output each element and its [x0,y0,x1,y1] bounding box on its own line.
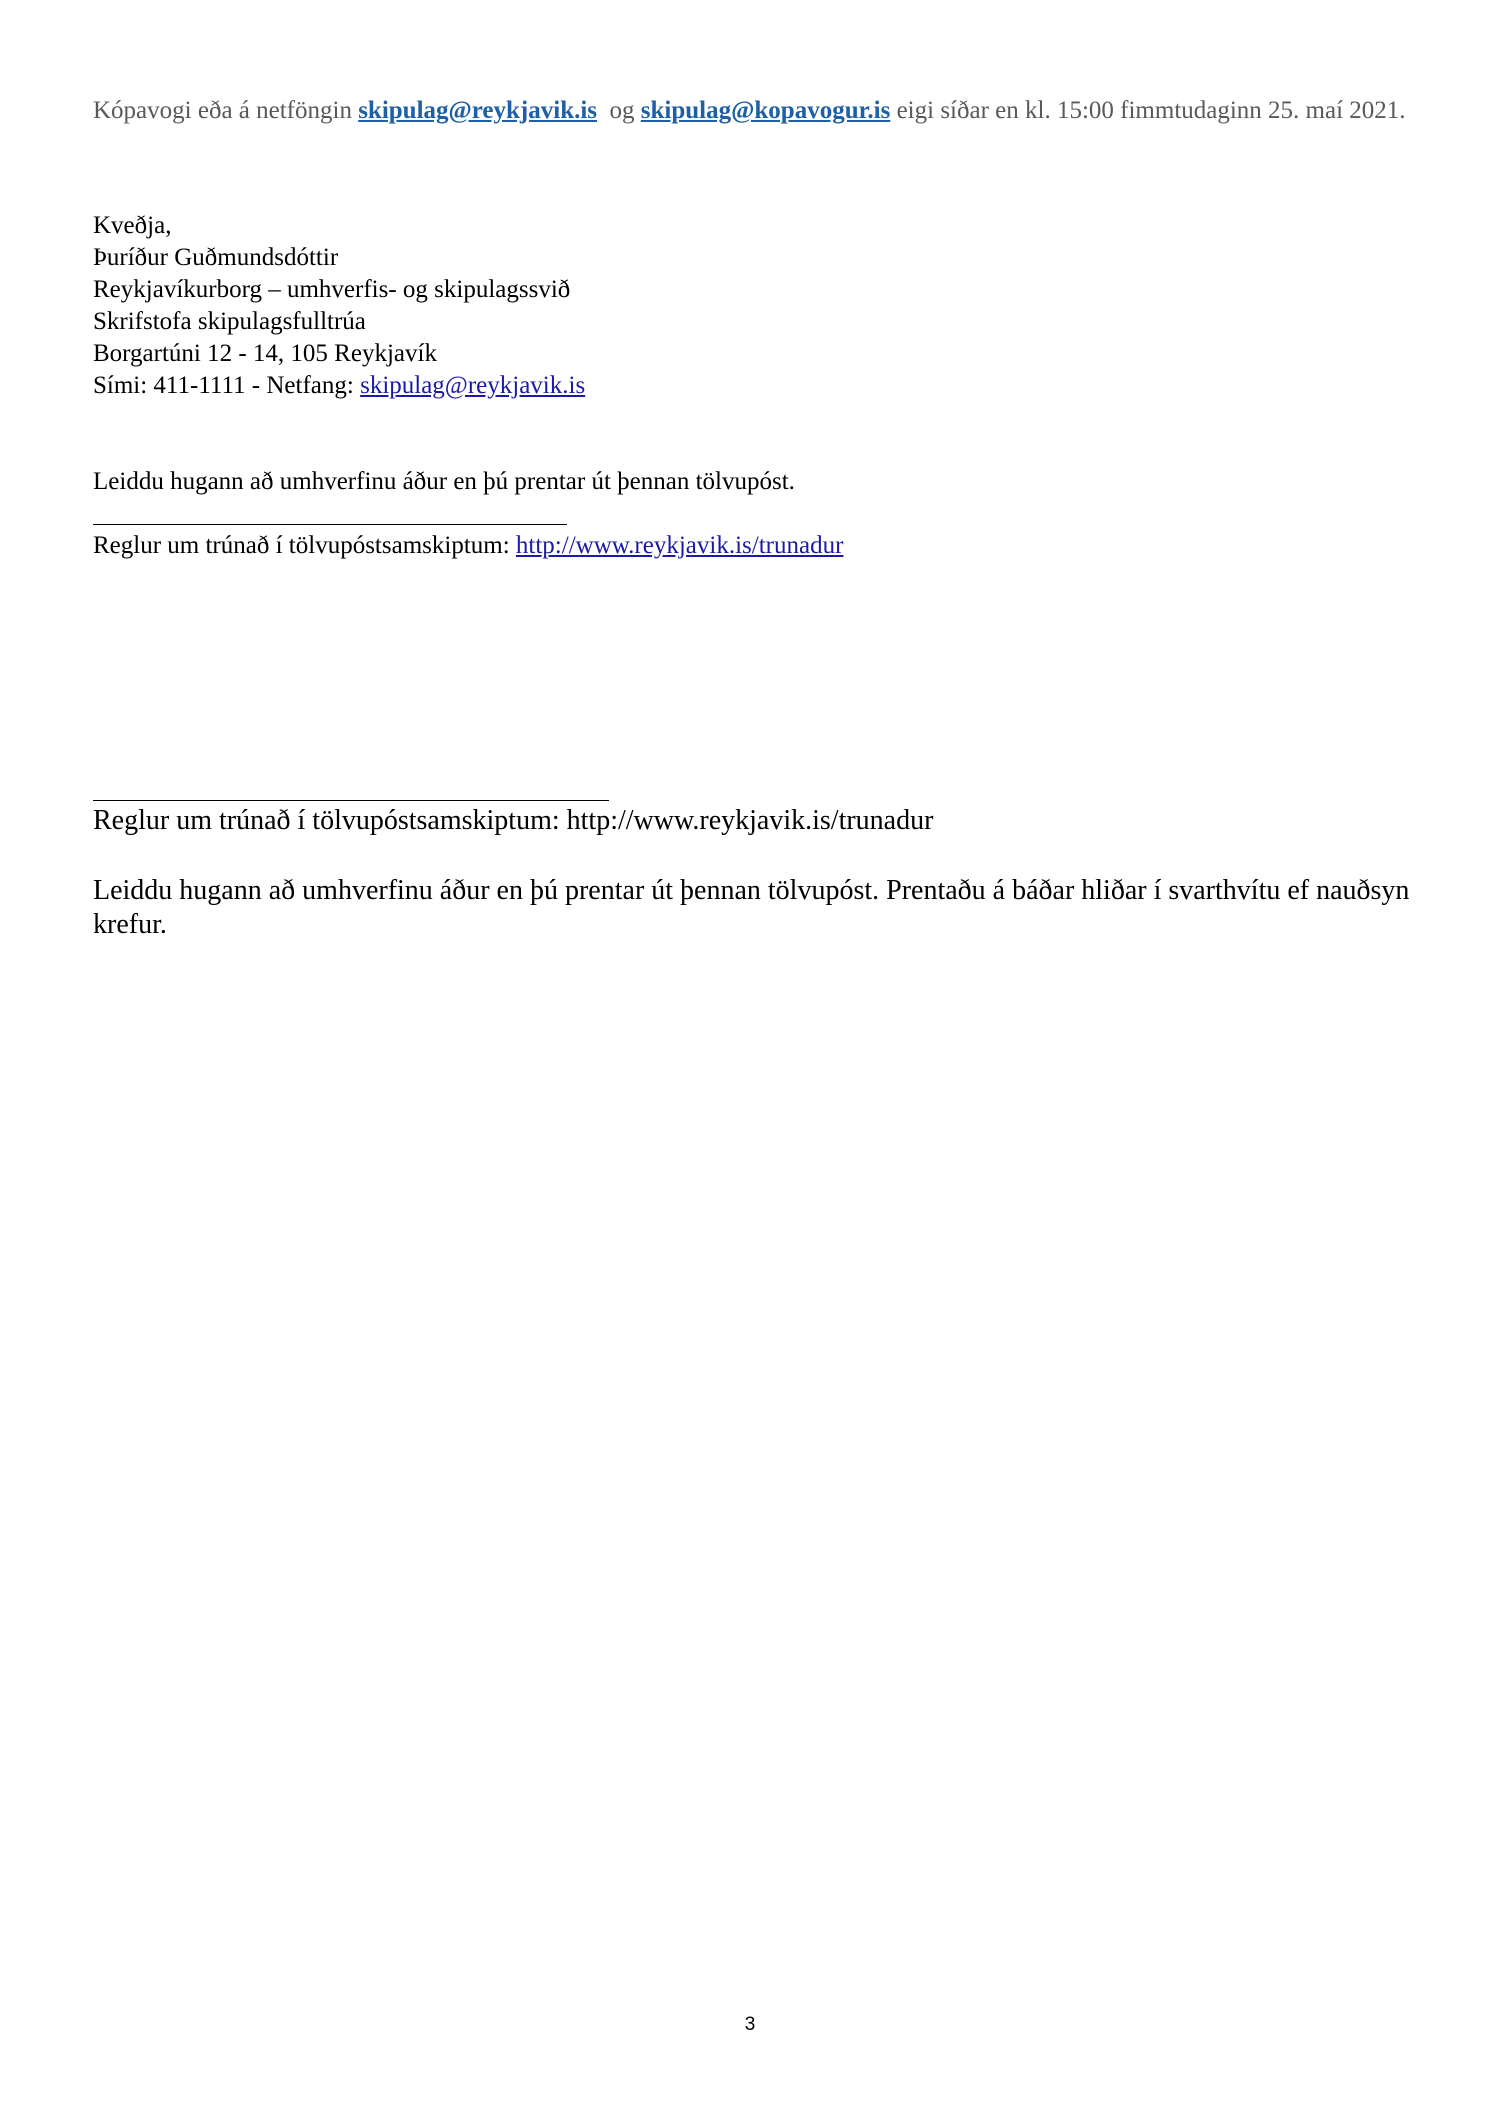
divider-line [93,524,567,525]
intro-text-before: Kópavogi eða á netföngin [93,97,359,124]
greeting: Kveðja, [93,212,172,239]
address: Borgartúni 12 - 14, 105 Reykjavík [93,340,437,367]
email-link-kopavogur[interactable]: skipulag@kopavogur.is [640,97,891,124]
environment-note: Leiddu hugann að umhverfinu áður en þú prentar út þennan tölvupóst. [93,468,795,495]
intro-paragraph [93,96,1423,126]
sender-name: Þuríður Guðmundsdóttir [93,244,339,271]
signature-block [93,210,1423,402]
office: Skrifstofa skipulagsfulltrúa [93,308,366,335]
confidentiality-line [93,530,1423,562]
confidentiality-text: Reglur um trúnað í tölvupóstsamskiptum: http://www.reykjavik.is/trunadur [93,805,934,836]
confidentiality-label: Reglur um trúnað í tölvupóstsamskiptum: [93,532,516,559]
page-number: 3 [744,2014,756,2035]
phone-label: Sími: 411-1111 - Netfang: [93,372,361,399]
environment-note-2: Leiddu hugann að umhverfinu áður en þú prentar út þennan tölvupóst. Prentaðu á báðar hliðar í svarthvítu ef nauðsyn krefur. [93,875,1410,940]
signature-email-link[interactable]: skipulag@reykjavik.is [360,372,586,399]
divider-line-2 [93,800,609,801]
intro-text-after: eigi síðar en kl. 15:00 fimmtudaginn 25. maí 2021. [890,97,1406,124]
intro-text-middle: og [597,97,641,124]
email-link-reykjavik[interactable]: skipulag@reykjavik.is [358,97,598,124]
department: Reykjavíkurborg – umhverfis- og skipulagssvið [93,276,571,303]
contact-line [93,370,1423,402]
confidentiality-link[interactable]: http://www.reykjavik.is/trunadur [515,532,844,559]
